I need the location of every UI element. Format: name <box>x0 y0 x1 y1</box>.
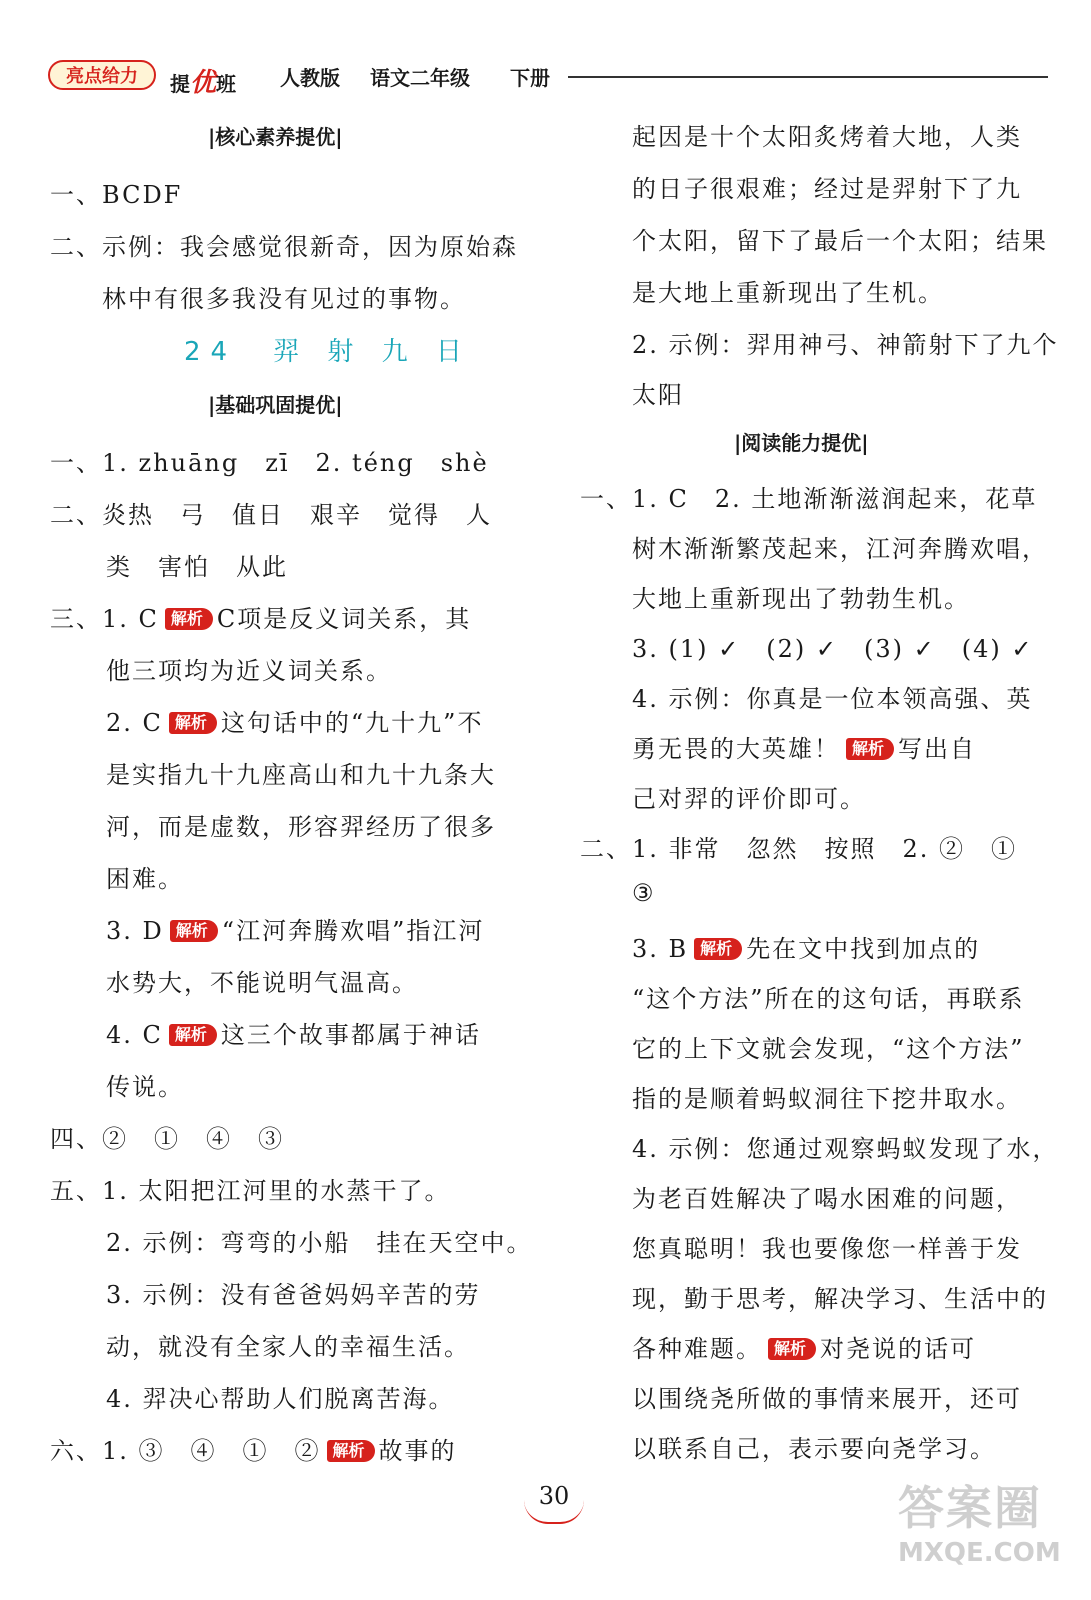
answer-text: 各种难题。 <box>632 1335 762 1363</box>
watermark-site: MXQE.COM <box>898 1538 1061 1568</box>
answer-line: 为老百姓解决了喝水困难的问题， <box>632 1185 1022 1213</box>
answer-line <box>106 703 483 738</box>
header-rule <box>568 76 1048 78</box>
series-logo: 亮点给力 <box>48 60 156 90</box>
volume-label: 下册 <box>510 66 550 90</box>
watermark-logo: 答案圈 <box>898 1481 1042 1535</box>
answer-line: 4. 示例：您通过观察蚂蚁发现了水， <box>632 1135 1059 1163</box>
section-heading-core: |核心素养提优| <box>208 125 343 149</box>
answer-line: 传说。 <box>106 1073 184 1101</box>
answer-line: 树木渐渐繁茂起来，江河奔腾欢唱， <box>632 535 1048 563</box>
answer-line: 己对羿的评价即可。 <box>632 785 866 813</box>
answer-line: 一、1. C 2. 土地渐渐滋润起来，花草 <box>580 485 1038 513</box>
edition-label: 人教版 <box>280 66 340 90</box>
answer-line: 他三项均为近义词关系。 <box>106 657 392 685</box>
answer-line: 以围绕尧所做的事情来展开，还可 <box>632 1385 1022 1413</box>
answer-line: 二、示例：我会感觉很新奇，因为原始森 <box>50 233 518 261</box>
watermark <box>898 1478 1068 1578</box>
analysis-text: “江河奔腾欢唱”指江河 <box>221 917 485 945</box>
section-heading-reading: |阅读能力提优| <box>734 431 869 455</box>
answer-line: 二、炎热 弓 值日 艰辛 觉得 人 <box>50 501 492 529</box>
answer-num: 2. C <box>106 709 163 737</box>
answer-line <box>106 1015 481 1050</box>
analysis-tag: 解析 <box>694 938 742 960</box>
analysis-text: 先在文中找到加点的 <box>746 935 981 963</box>
subject-label: 语文二年级 <box>370 66 470 90</box>
answer-num: 4. C <box>106 1021 163 1049</box>
answer-line: 现，勤于思考，解决学习、生活中的 <box>632 1285 1048 1313</box>
analysis-text: 对尧说的话可 <box>820 1335 977 1363</box>
answer-line: 林中有很多我没有见过的事物。 <box>102 285 466 313</box>
answer-line <box>632 929 980 964</box>
answer-num: 3. B <box>632 935 689 963</box>
lesson-title: 24 羿 射 九 日 <box>184 337 472 367</box>
answer-line: 困难。 <box>106 865 184 893</box>
answer-line: 起因是十个太阳炙烤着大地，人类 <box>632 123 1022 151</box>
answer-line: 您真聪明！我也要像您一样善于发 <box>632 1235 1022 1263</box>
answer-line <box>632 1329 976 1364</box>
answer-line <box>632 729 976 764</box>
answer-line: 3. 示例：没有爸爸妈妈辛苦的劳 <box>106 1281 481 1309</box>
answer-line: 水势大，不能说明气温高。 <box>106 969 418 997</box>
section-heading-basic: |基础巩固提优| <box>208 393 343 417</box>
page-number: 30 <box>538 1482 570 1510</box>
answer-line: 五、1. 太阳把江河里的水蒸干了。 <box>50 1177 451 1205</box>
analysis-text: 故事的 <box>378 1437 457 1465</box>
analysis-text: C项是反义词关系，其 <box>216 605 472 633</box>
answer-line: 指的是顺着蚂蚁洞往下挖井取水。 <box>632 1085 1022 1113</box>
answer-line: 4. 示例：你真是一位本领高强、英 <box>632 685 1033 713</box>
brand-you: 优 <box>190 68 217 98</box>
analysis-tag: 解析 <box>169 1024 217 1046</box>
analysis-tag: 解析 <box>327 1440 375 1462</box>
answer-line: 类 害怕 从此 <box>106 553 288 581</box>
analysis-tag: 解析 <box>165 608 213 630</box>
analysis-tag: 解析 <box>768 1338 816 1360</box>
brand-post: 班 <box>216 72 237 96</box>
answer-line: 2. 示例：羿用神弓、神箭射下了九个 <box>632 331 1059 359</box>
analysis-tag: 解析 <box>169 712 217 734</box>
answer-line: 二、1. 非常 忽然 按照 2. ② ① <box>580 835 1018 863</box>
answer-num: 六、1. ③ ④ ① ② <box>50 1437 321 1465</box>
answer-line: 2. 示例：弯弯的小船 挂在天空中。 <box>106 1229 533 1257</box>
answer-text: 勇无畏的大英雄！ <box>632 735 840 763</box>
answer-line: 的日子很艰难；经过是羿射下了九 <box>632 175 1022 203</box>
answer-line: 大地上重新现出了勃勃生机。 <box>632 585 970 613</box>
answer-line: 一、BCDF <box>50 181 183 209</box>
answer-line <box>106 911 484 946</box>
answer-line: 河，而是虚数，形容羿经历了很多 <box>106 813 496 841</box>
answer-line: 是大地上重新现出了生机。 <box>632 279 944 307</box>
answer-line: ③ <box>632 879 656 907</box>
answer-line: 4. 羿决心帮助人们脱离苦海。 <box>106 1385 455 1413</box>
answer-line: 太阳 <box>632 381 684 409</box>
answer-line <box>50 599 471 634</box>
analysis-text: 这三个故事都属于神话 <box>220 1021 481 1049</box>
brand-name <box>170 62 236 99</box>
answer-line: 动，就没有全家人的幸福生活。 <box>106 1333 470 1361</box>
analysis-tag: 解析 <box>170 920 218 942</box>
analysis-text: 这句话中的“九十九”不 <box>220 709 484 737</box>
page-header <box>48 56 1048 96</box>
answer-line: 个太阳，留下了最后一个太阳；结果 <box>632 227 1048 255</box>
answer-num: 三、1. C <box>50 605 159 633</box>
answer-line <box>50 1431 457 1466</box>
answer-num: 3. D <box>106 917 164 945</box>
answer-line: “这个方法”所在的这句话，再联系 <box>632 985 1025 1013</box>
answer-line: 一、1. zhuāng zī 2. téng shè <box>50 449 489 477</box>
analysis-tag: 解析 <box>846 738 894 760</box>
brand-pre: 提 <box>170 72 190 96</box>
page-number-ornament <box>524 1500 584 1524</box>
analysis-text: 写出自 <box>898 735 977 763</box>
answer-line: 3. (1) ✓ (2) ✓ (3) ✓ (4) ✓ <box>632 635 1034 663</box>
answer-line: 它的上下文就会发现，“这个方法” <box>632 1035 1025 1063</box>
answer-line: 四、② ① ④ ③ <box>50 1125 284 1153</box>
answer-line: 以联系自己，表示要向尧学习。 <box>632 1435 996 1463</box>
answer-line: 是实指九十九座高山和九十九条大 <box>106 761 496 789</box>
